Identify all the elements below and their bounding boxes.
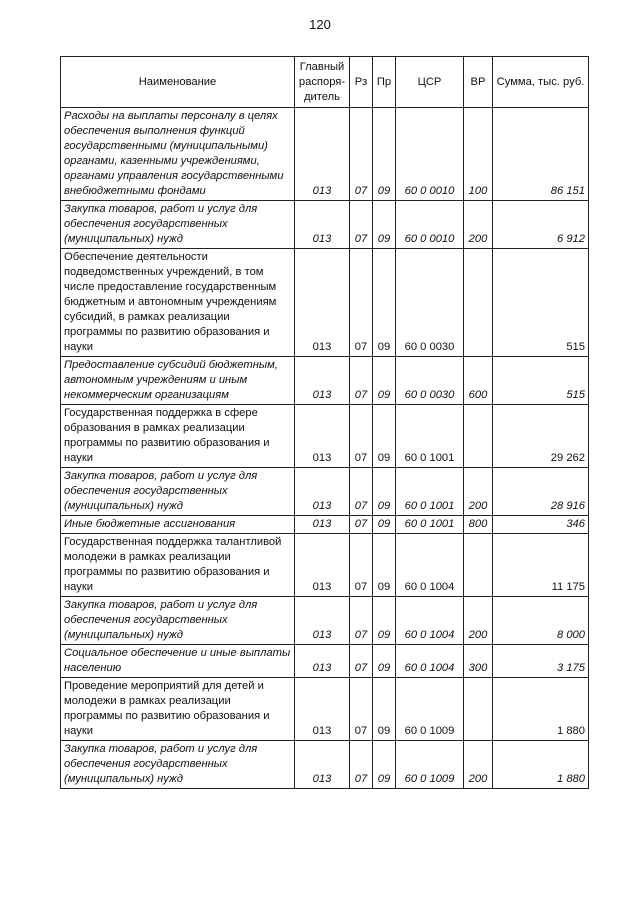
page-number: 120	[309, 17, 331, 32]
cell-sum: 1 880	[493, 678, 589, 741]
cell-vr: 200	[464, 201, 493, 249]
cell-name: Обеспечение деятельности подведомственных учреждений, в том числе предоставление государственным бюджетным и автономным учреждениям субсидий, в рамках реализации программы по развитию образования и науки	[61, 249, 295, 357]
cell-pr: 09	[373, 534, 396, 597]
cell-admin: 013	[295, 597, 350, 645]
cell-csr: 60 0 1004	[396, 534, 464, 597]
cell-name: Иные бюджетные ассигнования	[61, 516, 295, 534]
cell-admin: 013	[295, 678, 350, 741]
cell-pr: 09	[373, 678, 396, 741]
cell-name: Закупка товаров, работ и услуг для обеспечения государственных (муниципальных) нужд	[61, 468, 295, 516]
cell-admin: 013	[295, 741, 350, 789]
cell-sum: 346	[493, 516, 589, 534]
cell-name: Социальное обеспечение и иные выплаты населению	[61, 645, 295, 678]
cell-sum: 28 916	[493, 468, 589, 516]
cell-csr: 60 0 1009	[396, 678, 464, 741]
cell-vr	[464, 249, 493, 357]
cell-pr: 09	[373, 249, 396, 357]
cell-vr	[464, 678, 493, 741]
cell-rz: 07	[350, 249, 373, 357]
cell-sum: 515	[493, 357, 589, 405]
cell-pr: 09	[373, 597, 396, 645]
cell-rz: 07	[350, 516, 373, 534]
header-pr: Пр	[373, 57, 396, 108]
cell-rz: 07	[350, 405, 373, 468]
cell-vr: 200	[464, 597, 493, 645]
budget-table	[60, 56, 589, 789]
cell-vr: 200	[464, 741, 493, 789]
cell-sum: 3 175	[493, 645, 589, 678]
cell-csr: 60 0 0010	[396, 201, 464, 249]
cell-vr: 100	[464, 108, 493, 201]
cell-name: Государственная поддержка в сфере образования в рамках реализации программы по развитию образования и науки	[61, 405, 295, 468]
table-row	[61, 741, 589, 789]
header-row	[61, 57, 589, 108]
cell-vr: 300	[464, 645, 493, 678]
cell-csr: 60 0 1001	[396, 405, 464, 468]
cell-name: Предоставление субсидий бюджетным, автономным учреждениям и иным некоммерческим организациям	[61, 357, 295, 405]
table-row	[61, 645, 589, 678]
cell-pr: 09	[373, 108, 396, 201]
cell-sum: 1 880	[493, 741, 589, 789]
cell-rz: 07	[350, 597, 373, 645]
cell-pr: 09	[373, 468, 396, 516]
cell-admin: 013	[295, 201, 350, 249]
cell-admin: 013	[295, 516, 350, 534]
table-row	[61, 678, 589, 741]
cell-admin: 013	[295, 249, 350, 357]
cell-pr: 09	[373, 741, 396, 789]
cell-name: Государственная поддержка талантливой молодежи в рамках реализации программы по развитию образования и науки	[61, 534, 295, 597]
cell-sum: 11 175	[493, 534, 589, 597]
header-name: Наименование	[61, 57, 295, 108]
cell-vr	[464, 534, 493, 597]
cell-rz: 07	[350, 741, 373, 789]
cell-csr: 60 0 1009	[396, 741, 464, 789]
cell-name: Проведение мероприятий для детей и молодежи в рамках реализации программы по развитию образования и науки	[61, 678, 295, 741]
cell-sum: 515	[493, 249, 589, 357]
header-vr: ВР	[464, 57, 493, 108]
cell-vr: 800	[464, 516, 493, 534]
cell-csr: 60 0 1004	[396, 597, 464, 645]
cell-pr: 09	[373, 405, 396, 468]
cell-csr: 60 0 0010	[396, 108, 464, 201]
table-row	[61, 468, 589, 516]
cell-rz: 07	[350, 108, 373, 201]
cell-csr: 60 0 0030	[396, 357, 464, 405]
cell-rz: 07	[350, 468, 373, 516]
cell-vr	[464, 405, 493, 468]
table-row	[61, 516, 589, 534]
cell-admin: 013	[295, 645, 350, 678]
cell-rz: 07	[350, 201, 373, 249]
table-row	[61, 249, 589, 357]
header-rz: Рз	[350, 57, 373, 108]
cell-pr: 09	[373, 645, 396, 678]
cell-csr: 60 0 0030	[396, 249, 464, 357]
cell-vr: 200	[464, 468, 493, 516]
cell-sum: 6 912	[493, 201, 589, 249]
cell-rz: 07	[350, 678, 373, 741]
cell-csr: 60 0 1001	[396, 468, 464, 516]
cell-csr: 60 0 1004	[396, 645, 464, 678]
cell-rz: 07	[350, 534, 373, 597]
cell-name: Расходы на выплаты персоналу в целях обеспечения выполнения функций государственными (муниципальными) органами, казенными учреждениями, органами управления государственными внебюджетными фондами	[61, 108, 295, 201]
header-csr: ЦСР	[396, 57, 464, 108]
cell-pr: 09	[373, 201, 396, 249]
header-sum: Сумма, тыс. руб.	[493, 57, 589, 108]
header-admin: Главный распоря-дитель	[295, 57, 350, 108]
cell-rz: 07	[350, 645, 373, 678]
cell-admin: 013	[295, 357, 350, 405]
cell-sum: 29 262	[493, 405, 589, 468]
cell-name: Закупка товаров, работ и услуг для обеспечения государственных (муниципальных) нужд	[61, 741, 295, 789]
cell-admin: 013	[295, 468, 350, 516]
table-row	[61, 534, 589, 597]
cell-rz: 07	[350, 357, 373, 405]
cell-sum: 8 000	[493, 597, 589, 645]
cell-vr: 600	[464, 357, 493, 405]
cell-admin: 013	[295, 534, 350, 597]
cell-name: Закупка товаров, работ и услуг для обеспечения государственных (муниципальных) нужд	[61, 201, 295, 249]
table-row	[61, 108, 589, 201]
table-row	[61, 405, 589, 468]
cell-pr: 09	[373, 357, 396, 405]
table-row	[61, 357, 589, 405]
cell-name: Закупка товаров, работ и услуг для обеспечения государственных (муниципальных) нужд	[61, 597, 295, 645]
table-row	[61, 597, 589, 645]
cell-admin: 013	[295, 108, 350, 201]
cell-sum: 86 151	[493, 108, 589, 201]
cell-csr: 60 0 1001	[396, 516, 464, 534]
table-row	[61, 201, 589, 249]
cell-admin: 013	[295, 405, 350, 468]
cell-pr: 09	[373, 516, 396, 534]
